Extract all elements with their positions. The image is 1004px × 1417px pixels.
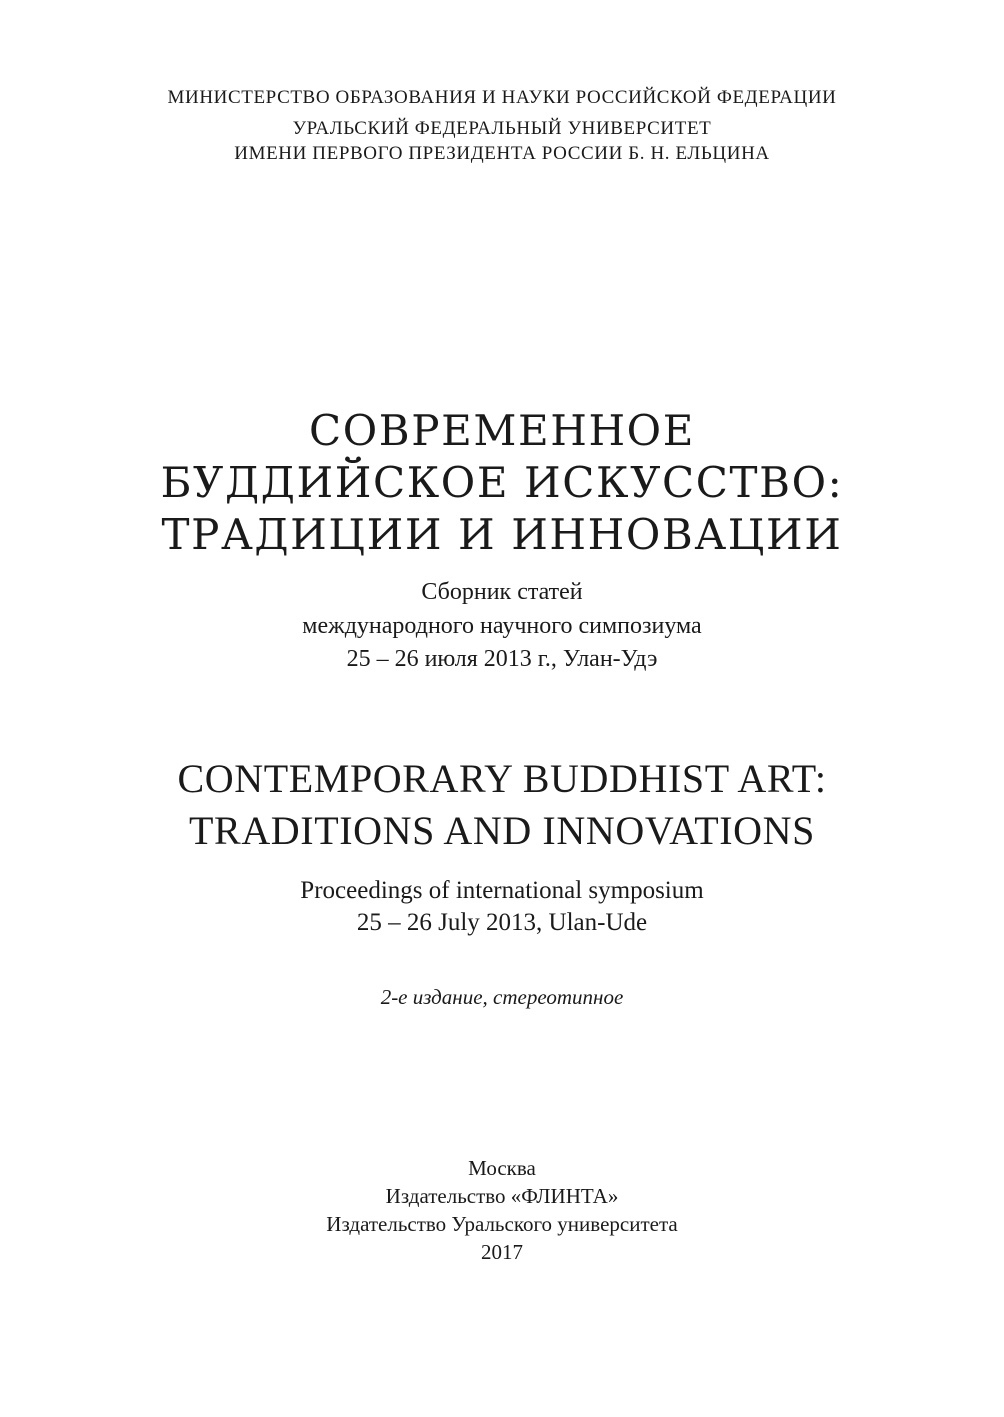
ru-title-line-3: ТРАДИЦИИ И ИННОВАЦИИ xyxy=(161,510,843,559)
en-title-line-1: CONTEMPORARY BUDDHIST ART: xyxy=(177,756,827,801)
ministry-line: МИНИСТЕРСТВО ОБРАЗОВАНИЯ И НАУКИ РОССИЙСКОЙ ФЕДЕРАЦИИ xyxy=(167,87,837,108)
en-subtitle-line-1: Proceedings of international symposium xyxy=(300,877,704,904)
university-line-1: УРАЛЬСКИЙ ФЕДЕРАЛЬНЫЙ УНИВЕРСИТЕТ xyxy=(292,118,712,139)
ru-subtitle-line-3: 25 – 26 июля 2013 г., Улан-Удэ xyxy=(346,646,658,672)
ru-title-line-2: БУДДИЙСКОЕ ИСКУССТВО: xyxy=(160,458,844,507)
ru-subtitle-line-1: Сборник статей xyxy=(421,579,583,605)
edition-note: 2-е издание, стереотипное xyxy=(380,985,624,1009)
imprint-city: Москва xyxy=(468,1156,536,1180)
imprint-year: 2017 xyxy=(481,1240,523,1264)
en-subtitle-line-2: 25 – 26 July 2013, Ulan-Ude xyxy=(356,909,648,936)
en-title-line-2: TRADITIONS AND INNOVATIONS xyxy=(189,808,815,853)
university-line-2: ИМЕНИ ПЕРВОГО ПРЕЗИДЕНТА РОССИИ Б. Н. ЕЛЬЦИНА xyxy=(234,143,770,164)
imprint-publisher-2: Издательство Уральского университета xyxy=(326,1212,678,1236)
ru-title-line-1: СОВРЕМЕННОЕ xyxy=(309,406,695,455)
ru-subtitle-line-2: международного научного симпозиума xyxy=(302,613,702,639)
imprint-publisher-1: Издательство «ФЛИНТА» xyxy=(385,1184,619,1208)
